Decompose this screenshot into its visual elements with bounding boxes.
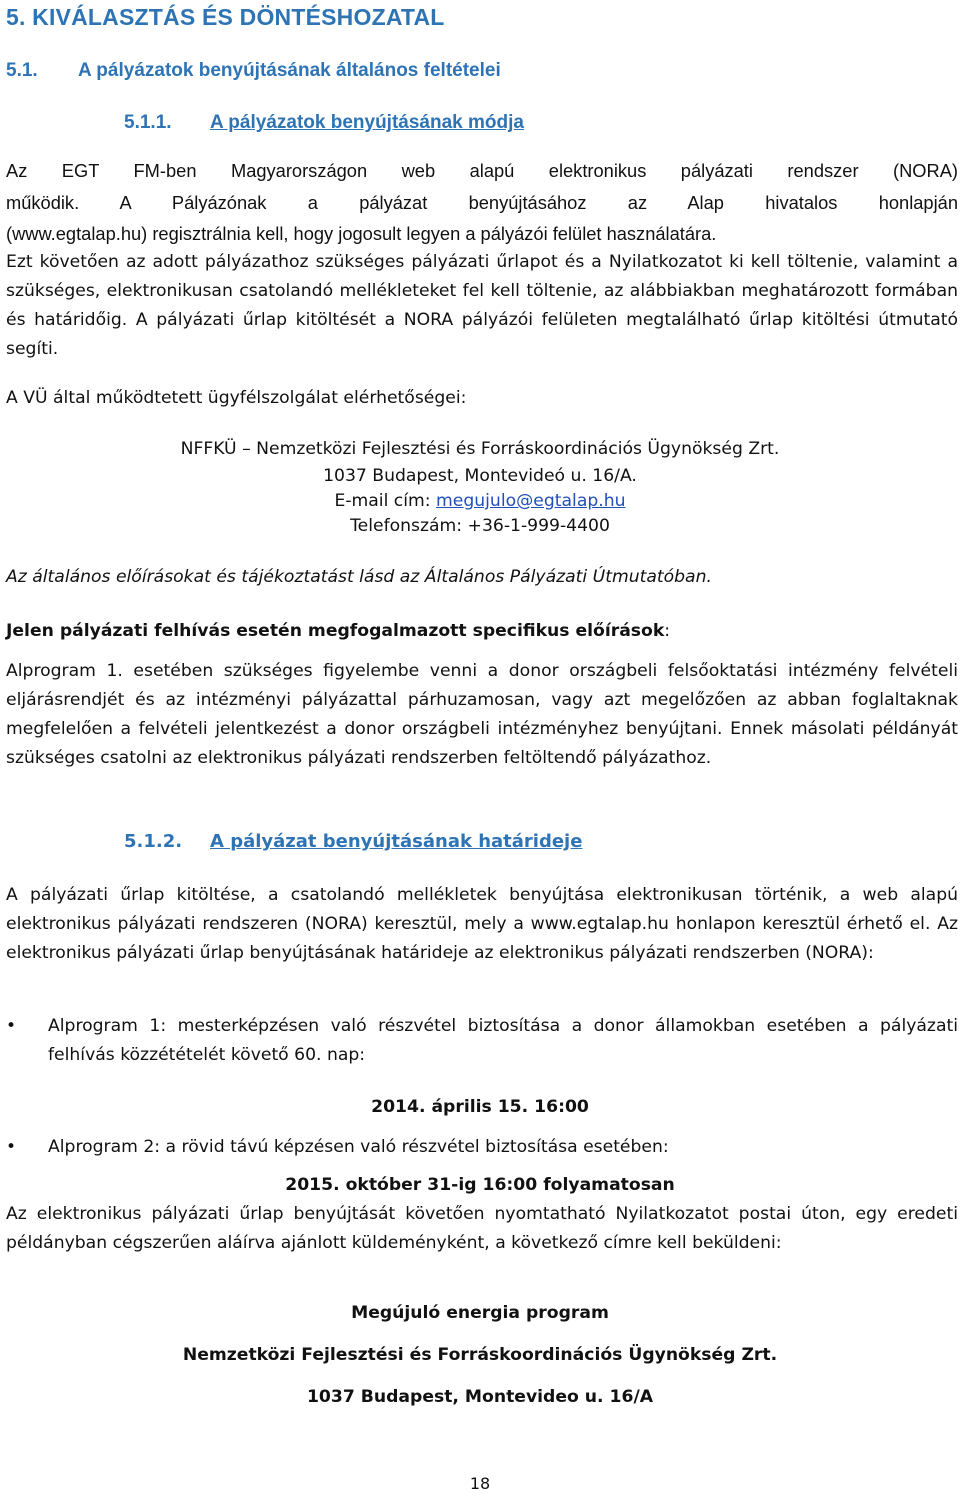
email-link[interactable]: megujulo@egtalap.hu bbox=[436, 491, 626, 511]
bullet-dot: • bbox=[6, 1016, 17, 1036]
specific-heading-text: Jelen pályázati felhívás esetén megfogalmazott specifikus előírások bbox=[6, 621, 665, 641]
postal-address-line-3: 1037 Budapest, Montevideo u. 16/A bbox=[306, 1387, 654, 1407]
deadline-paragraph: A pályázati űrlap kitöltése, a csatolandó mellékletek benyújtása elektronikusan történik, a web alapú elektronikus pályázati rendszeren (NORA) keresztül, mely a www.egtalap.hu honlapon keresztül érhető el. Az elektronikus pályázati űrlap benyújtásának határideje az elektronikus pályázati rendszerben (NORA): bbox=[6, 885, 958, 963]
subsection-heading-512 bbox=[124, 831, 582, 852]
bullet-alprogram1: Alprogram 1: mesterképzésen való részvétel biztosítása a donor államokban esetében a pályázati felhívás közzétételét követő 60. nap: bbox=[48, 1016, 958, 1065]
chapter-heading: 5. KIVÁLASZTÁS ÉS DÖNTÉSHOZATAL bbox=[6, 4, 445, 30]
intro-paragraph: Ezt követően az adott pályázathoz szükséges pályázati űrlapot és a Nyilatkozatot ki kell töltenie, valamint a szükséges, elektronikusan csatolandó mellékleteket fel kell töltenie, az alábbiakban meghatározott formában és határidőig. A pályázati űrlap kitöltését a NORA pályázói felületen megtalálható űrlap kitöltési útmutató segíti. bbox=[6, 252, 958, 359]
general-note: Az általános előírásokat és tájékoztatást lásd az Általános Pályázati Útmutatóban. bbox=[6, 567, 712, 587]
section-number: 5.1. bbox=[6, 60, 38, 81]
service-phone: Telefonszám: +36-1-999-4400 bbox=[350, 516, 610, 536]
postal-paragraph: Az elektronikus pályázati űrlap benyújtását követően nyomtatható Nyilatkozatot postai úton, egy eredeti példányban cégszerűen aláírva ajánlott küldeményként, a következő címre kell beküldeni: bbox=[6, 1204, 958, 1253]
service-org: NFFKÜ – Nemzetközi Fejlesztési és Forráskoordinációs Ügynökség Zrt. bbox=[180, 439, 780, 459]
postal-address-line-1: Megújuló energia program bbox=[351, 1303, 609, 1323]
deadline-alprogram1: 2014. április 15. 16:00 bbox=[371, 1097, 589, 1117]
deadline-alprogram2: 2015. október 31-ig 16:00 folyamatosan bbox=[285, 1175, 675, 1195]
section-title: A pályázatok benyújtásának általános feltételei bbox=[78, 60, 501, 81]
page-number: 18 bbox=[469, 1474, 491, 1493]
bullet-dot: • bbox=[6, 1137, 17, 1157]
postal-address-line-2: Nemzetközi Fejlesztési és Forráskoordinációs Ügynökség Zrt. bbox=[182, 1345, 778, 1365]
intro-line-2: működik. A Pályázónak a pályázat benyújtásához az Alap hivatalos honlapján bbox=[6, 192, 958, 213]
intro-line-3 bbox=[6, 219, 958, 248]
subsection-title: A pályázatok benyújtásának módja bbox=[210, 112, 524, 133]
specific-heading-colon: : bbox=[664, 621, 671, 641]
section-heading bbox=[6, 60, 501, 82]
subsection-number: 5.1.1. bbox=[124, 112, 172, 133]
subsection-heading-511 bbox=[124, 112, 524, 134]
intro-line-3-rest: hu) regisztrálnia kell, hogy jogosult legyen a pályázói felület használatára. bbox=[120, 223, 717, 244]
intro-line-3-prefix: (www.egtalap. bbox=[6, 223, 121, 244]
bullet-alprogram2: Alprogram 2: a rövid távú képzésen való részvétel biztosítása esetében: bbox=[48, 1137, 669, 1157]
service-address: 1037 Budapest, Montevideó u. 16/A. bbox=[323, 466, 637, 486]
subsection-number: 5.1.2. bbox=[124, 831, 183, 852]
service-heading: A VÜ által működtetett ügyfélszolgálat elérhetőségei: bbox=[6, 388, 467, 408]
alprogram1-paragraph: Alprogram 1. esetében szükséges figyelembe venni a donor országbeli felsőoktatási intézmény felvételi eljárásrendjét és az intézményi pályázattal párhuzamosan, vagy azt megelőzően az abban foglaltaknak megfelelően a felvételi jelentkezést a donor országbeli intézményhez benyújtani. Ennek másolati példányát szükséges csatolni az elektronikus pályázati rendszerben feltöltendő pályázathoz. bbox=[6, 661, 958, 768]
email-label: E-mail cím: bbox=[334, 491, 437, 511]
specific-heading bbox=[6, 617, 958, 646]
subsection-title: A pályázat benyújtásának határideje bbox=[210, 831, 583, 852]
intro-line-1: Az EGT FM-ben Magyarországon web alapú elektronikus pályázati rendszer (NORA) bbox=[6, 160, 958, 181]
